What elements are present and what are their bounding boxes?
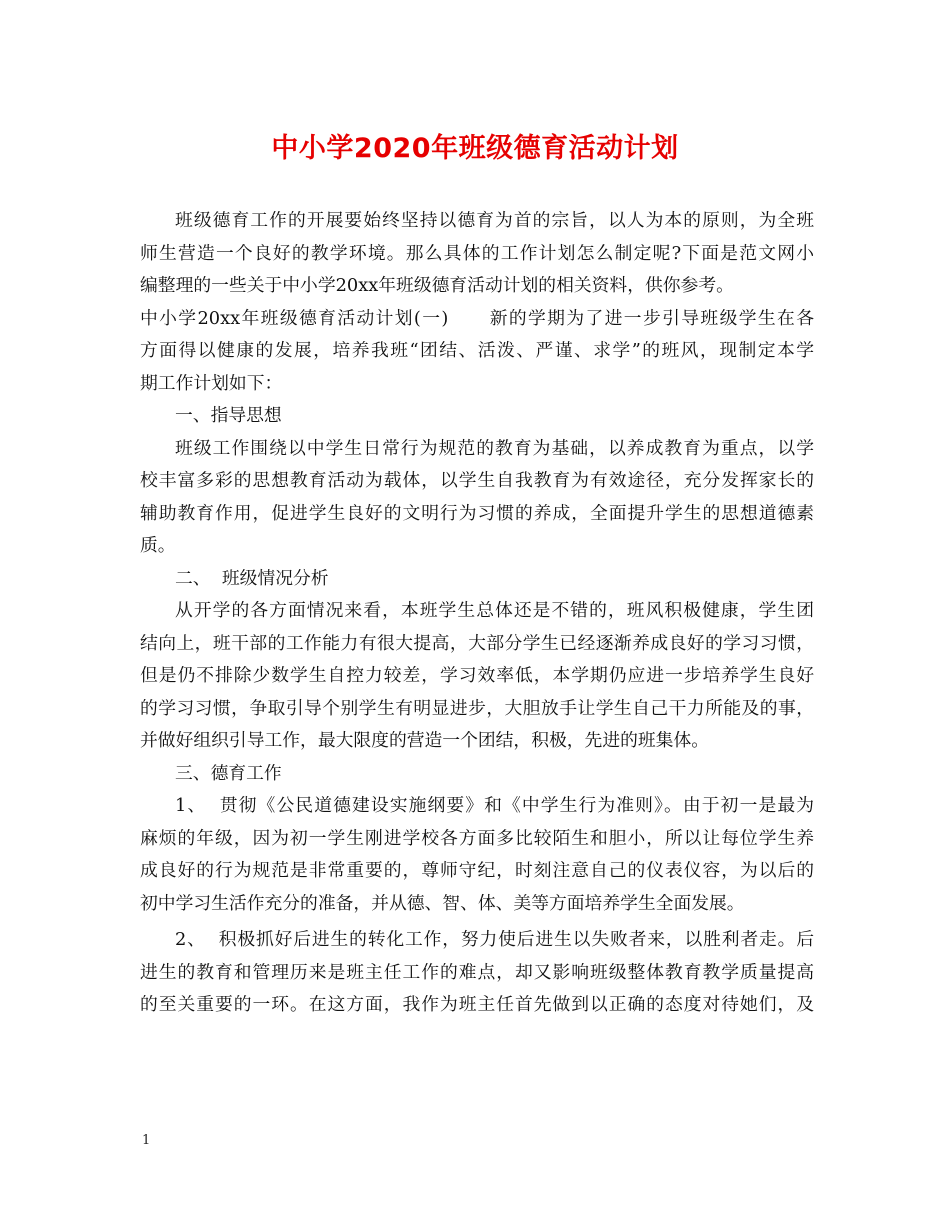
paragraph-line: 辅助教育作用，促进学生良好的文明行为习惯的养成，全面提升学生的思想道德素 xyxy=(140,502,814,524)
paragraph-line: 校丰富多彩的思想教育活动为载体，以学生自我教育为有效途径，充分发挥家长的 xyxy=(140,470,814,491)
section-heading-plan-one: 中小学20xx年班级德育活动计划(一) xyxy=(140,307,449,329)
paragraph-line: 初中学习生活作充分的准备，并从德、智、体、美等方面培养学生全面发展。 xyxy=(140,892,745,914)
paragraph-line: 进生的教育和管理历来是班主任工作的难点，却又影响班级整体教育教学质量提高 xyxy=(140,961,814,983)
paragraph-line: 师生营造一个良好的教学环境。那么具体的工作计划怎么制定呢?下面是范文网小 xyxy=(140,242,814,264)
paragraph-line: 并做好组织引导工作，最大限度的营造一个团结，积极，先进的班集体。 xyxy=(140,730,710,751)
paragraph-line: 的至关重要的一环。在这方面，我作为班主任首先做到以正确的态度对待她们，及 xyxy=(140,994,814,1015)
section-heading: 三、德育工作 xyxy=(175,762,282,784)
section-heading: 一、指导思想 xyxy=(175,405,282,426)
paragraph-line: 班级工作围绕以中学生日常行为规范的教育为基础，以养成教育为重点，以学 xyxy=(175,437,814,459)
paragraph-line: 质。 xyxy=(140,535,176,556)
paragraph-line: 结向上，班干部的工作能力有很大提高，大部分学生已经逐渐养成良好的学习习惯， xyxy=(140,632,814,654)
paragraph-line: 麻烦的年级，因为初一学生刚进学校各方面多比较陌生和胆小，所以让每位学生养 xyxy=(140,827,814,849)
paragraph-line: 的学习习惯，争取引导个别学生有明显进步，大胆放手让学生自己干力所能及的事， xyxy=(140,697,814,719)
paragraph-line: 1、 贯彻《公民道德建设实施纲要》和《中学生行为准则》。由于初一是最为 xyxy=(175,795,814,816)
paragraph-line: 编整理的一些关于中小学20xx年班级德育活动计划的相关资料，供你参考。 xyxy=(140,275,734,296)
paragraph-line: 从开学的各方面情况来看，本班学生总体还是不错的，班风积极健康，学生团 xyxy=(175,600,814,621)
paragraph-line: 班级德育工作的开展要始终坚持以德育为首的宗旨，以人为本的原则，为全班 xyxy=(175,210,814,231)
page-number: 1 xyxy=(142,1133,151,1148)
paragraph-line: 方面得以健康的发展，培养我班“团结、活泼、严谨、求学”的班风，现制定本学 xyxy=(140,340,814,361)
section-heading: 二、 班级情况分析 xyxy=(175,567,329,589)
paragraph-line: 成良好的行为规范是非常重要的，尊师守纪，时刻注意自己的仪表仪容，为以后的 xyxy=(140,860,814,881)
document-title: 中小学2020年班级德育活动计划 xyxy=(271,133,679,164)
paragraph-text: 新的学期为了进一步引导班级学生在各 xyxy=(488,307,814,329)
paragraph-line: 但是仍不排除少数学生自控力较差，学习效率低，本学期仍应进一步培养学生良好 xyxy=(140,665,814,686)
paragraph-line xyxy=(140,303,814,336)
paragraph-line: 2、 积极抓好后进生的转化工作，努力使后进生以失败者来，以胜利者走。后 xyxy=(175,929,814,950)
document-body xyxy=(140,205,814,1022)
paragraph-line: 期工作计划如下： xyxy=(140,372,283,394)
